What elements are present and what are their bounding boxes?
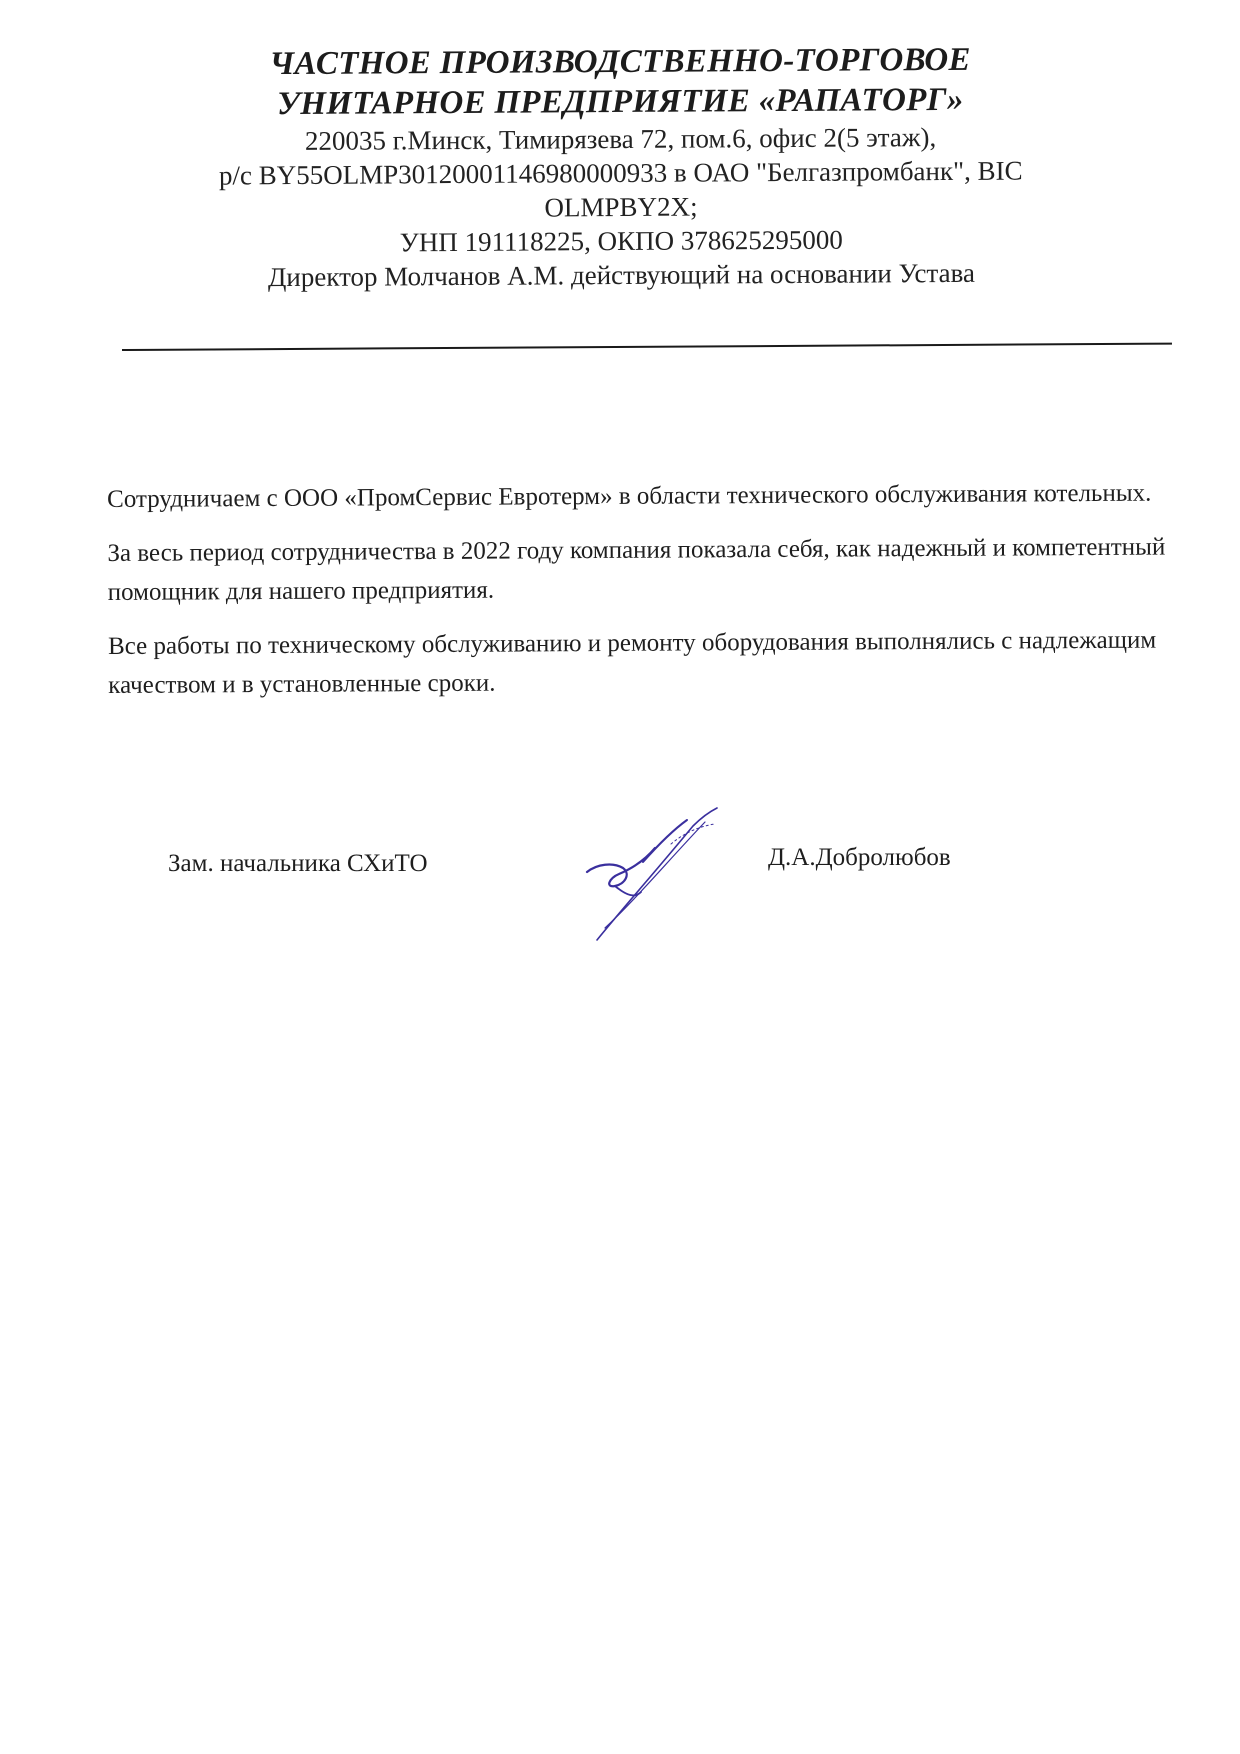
letterhead [0,38,1240,296]
director-line: Директор Молчанов А.М. действующий на основании Устава [267,257,976,293]
address-line: 220035 г.Минск, Тимирязева 72, пом.6, офис 2(5 этаж), [304,122,937,156]
body-paragraph-3: Все работы по техническому обслуживанию и ремонту оборудования выполнялись с надлежащим качеством и в установленные сроки. [107,626,1157,699]
body-paragraph-1: Сотрудничаем с ООО «ПромСервис Евротерм» в области технического обслуживания котельных. [107,479,1152,513]
tax-id-line: УНП 191118225, ОКПО 378625295000 [399,224,843,258]
letter-body [107,473,1198,720]
bic-line: OLMPBY2X; [544,191,698,223]
signature-block [0,800,1240,980]
letterhead-divider [122,343,1172,351]
body-paragraph-2: За весь период сотрудничества в 2022 году компания показала себя, как надежный и компетентный помощник для нашего предприятия. [107,533,1166,606]
signatory-position: Зам. начальника СХиТО [168,850,428,877]
company-name-line-1: ЧАСТНОЕ ПРОИЗВОДСТВЕННО-ТОРГОВОЕ [269,41,971,83]
bank-account-line: р/с BY55OLMP30120001146980000933 в ОАО "Белгазпромбанк", BIC [218,155,1023,191]
company-name-line-2: УНИТАРНОЕ ПРЕДПРИЯТИЕ «РАПАТОРГ» [276,81,964,123]
signatory-name: Д.А.Добролюбов [768,844,951,871]
handwritten-signature-icon [575,800,735,950]
